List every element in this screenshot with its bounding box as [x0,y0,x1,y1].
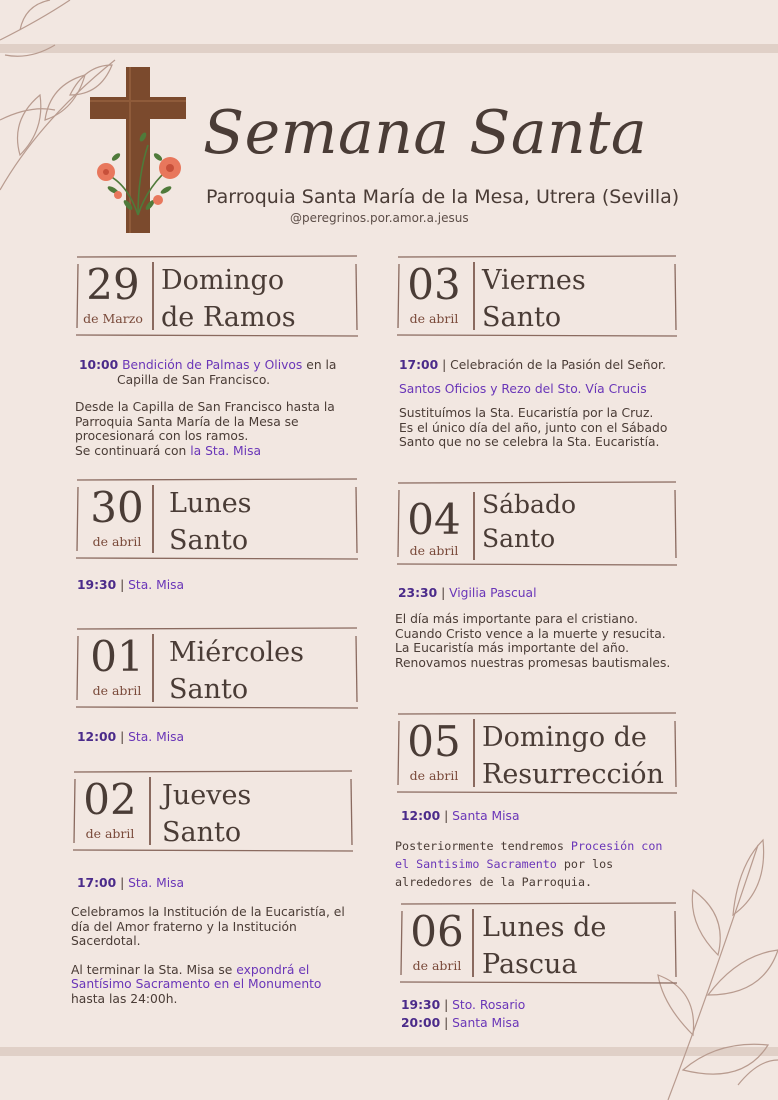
day-name: Domingo de Ramos [161,265,296,333]
event-03-link: Santos Oficios y Rezo del Sto. Vía Crucis [399,382,647,396]
day-name: Domingo de Resurrección [482,722,664,790]
event-29: 10:00 Bendición de Palmas y Olivos en la Capilla de San Francisco. [79,358,337,387]
day-month: de Marzo [83,311,143,326]
day-header-29 [75,256,359,336]
day-month: de abril [85,826,135,841]
day-month: de abril [409,768,459,783]
day-header-02 [72,771,354,851]
day-name: Sábado Santo [482,490,576,553]
day-name: Lunes Santo [169,488,252,556]
event-29-description: Desde la Capilla de San Francisco hasta la Parroquia Santa María de la Mesa se procesionará con los ramos. Se continuará con la Sta. Misa [75,400,335,458]
day-name: Jueves Santo [162,780,252,848]
event-01: 12:00 | Sta. Misa [77,730,185,744]
day-name: Miércoles Santo [169,637,305,705]
day-month: de abril [92,534,142,549]
event-04: 23:30 | Vigilia Pascual [398,586,537,600]
cross-icon [88,65,188,235]
day-header-01 [75,628,359,708]
day-month: de abril [409,543,459,558]
day-header-03 [396,256,678,336]
event-02: 17:00 | Sta. Misa [77,876,185,890]
day-number: 29 [86,260,140,309]
parish-subtitle: Parroquia Santa María de la Mesa, Utrera (Sevilla) [206,186,680,208]
day-number: 03 [407,260,461,309]
day-name: Viernes Santo [482,265,586,333]
event-04-description: El día más importante para el cristiano. Cuando Cristo vence a la muerte y resucita. La Eucaristía más importante del año. Renovamos nuestras promesas bautismales. [395,612,671,670]
day-number: 30 [90,483,144,532]
day-header-30 [75,479,359,559]
event-03: 17:00 | Celebración de la Pasión del Señor. [399,358,666,372]
day-number: 05 [407,717,461,766]
page-title: Semana Santa [203,98,648,168]
day-number: 02 [83,775,137,824]
event-02-description: Celebramos la Institución de la Eucaristía, el día del Amor fraterno y la Institución Sacerdotal. Al terminar la Sta. Misa se expondrá el Santísimo Sacramento en el Monumento hasta las 24:00h. [71,905,345,1006]
event-06: 19:30 | Sto. Rosario 20:00 | Santa Misa [401,998,526,1030]
day-number: 04 [407,495,461,544]
day-name: Lunes de Pascua [482,912,607,980]
event-05: 12:00 | Santa Misa [401,809,520,823]
social-handle: @peregrinos.por.amor.a.jesus [290,211,469,225]
day-month: de abril [412,958,462,973]
day-header-04 [396,482,678,565]
event-03-description: Sustituímos la Sta. Eucaristía por la Cruz. Es el único día del año, junto con el Sábado Santo que no se celebra la Sta. Eucaristía. [399,406,668,450]
day-number: 06 [410,907,464,956]
event-05-description: Posteriormente tendremos Procesión con el Santisimo Sacramento por los alrededores de la Parroquia. [395,839,663,889]
day-month: de abril [409,311,459,326]
day-header-05 [396,713,678,793]
day-month: de abril [92,683,142,698]
event-30: 19:30 | Sta. Misa [77,578,185,592]
day-header-06 [399,903,678,983]
day-number: 01 [90,632,144,681]
